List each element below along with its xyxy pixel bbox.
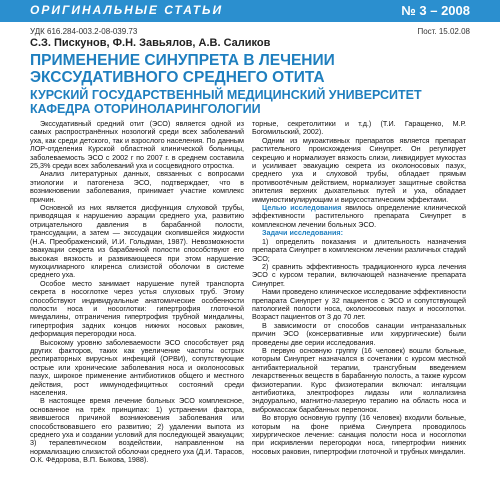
right-column bbox=[252, 120, 466, 500]
goal-label: Целью исследования bbox=[262, 203, 342, 213]
affiliation: КУРСКИЙ ГОСУДАРСТВЕННЫЙ МЕДИЦИНСКИЙ УНИВЕРСИТЕТ КАФЕДРА ОТОРИНОЛАРИНГОЛОГИИ bbox=[30, 88, 422, 116]
task-item: 1) определить показания и длительность назначения препарата Синупрет в комплексном лечении различных стадий ЭСО; bbox=[252, 236, 466, 263]
header-bar bbox=[0, 0, 500, 22]
paragraph: Высокому уровню заболеваемости ЭСО способствует ряд других факторов, таких как увеличение частоты острых респираторных вирусных инфекций (ОРВИ), сопутствующие острые или хронические заболевания носа и околоносовых пазух, широкое применение антибиотиков общего и местного действия, рост иммунодефицитных состояний среди населения. bbox=[30, 337, 244, 397]
paragraph: Экссудативный средний отит (ЭСО) является одной из самых распространённых нозологий среди всех заболеваний уха, как среди детского, так и взрослого населения. По данным ЛОР-отделения Курской областной клинической больницы, заболеваемость ЭСО с 2002 г по 2007 г. в среднем составила 25,3% среди всех заболеваний уха и сосцевидного отростка. bbox=[30, 120, 244, 171]
issue-number: № 3 – 2008 bbox=[401, 3, 470, 18]
rubric-title: ОРИГИНАЛЬНЫЕ СТАТЬИ bbox=[30, 3, 224, 17]
paragraph: Особое место занимает нарушение путей транспорта секрета в носоглотке через устья слуховых труб. Этому способствуют индивидуальные анатомические особенности полости носа и носоглотки: гипертрофия глоточной миндалины, отграничения гипертрофия трубной миндалины, гипертрофия задних концов нижних носовых раковин, деформация перегородки носа. bbox=[30, 278, 244, 339]
udc-code: УДК 616.284-003.2-08-039.73 bbox=[30, 27, 138, 36]
tasks-heading: Задачи исследования: bbox=[262, 228, 343, 238]
paragraph: В зависимости от способов санации интраназальных причин ЭСО (консервативные или хирургические) были проведены две серии исследования. bbox=[252, 320, 466, 347]
paragraph: Во вторую основную группу (16 человек) входили больные, которым на фоне приёма Синупрета проводилось хирургическое лечение: санация полости носа и носоглотки при искривлении перегородки носа, гипертрофии нижних носовых раковин, гипертрофии глоточной и трубных миндалин. bbox=[252, 413, 466, 456]
meta-row bbox=[30, 27, 470, 36]
goal-text: явилось определение клинической эффективности растительного препарата Синупрет в комплексном лечении больных ЭСО. bbox=[252, 203, 466, 229]
paragraph: Одним из мукоактивных препаратов является препарат растительного происхождения Синупрет. Он регулирует секрецию и нормализует вязкость слизи, ликвидирует мукостаз и усиливает эвакуацию секрета из околоносовых пазух, среднего уха и слуховой трубы, обладает прямым противоотёчным действием, нормализует защитные свойства эпителия верхних дыхательных путей и уха, обладает иммуностимулирующим и вирусостатическим эффектами. bbox=[252, 135, 466, 204]
task-item: 2) сравнить эффективность традиционного курса лечения ЭСО с курсом терапии, включающей назначение препарата Синупрет. bbox=[252, 261, 466, 288]
paragraph: Нами проведено клиническое исследование эффективности препарата Синупрет у 32 пациентов с ЭСО и сопутствующей патологией полости носа, околоносовых пазух и носоглотки. Возраст пациентов от 3 до 70 лет. bbox=[252, 287, 466, 322]
left-column bbox=[30, 120, 244, 500]
received-date: Пост. 15.02.08 bbox=[417, 27, 470, 36]
paragraph: В первую основную группу (16 человек) вошли больные, которым Синупрет назначался в сочетании с курсом местной антибактериальной терапии, трансгубным введением лекарственных веществ в барабанную полость, а также курсом физиотерапии. Курс физиотерапии включал: ингаляции антибиотика, электрофорез лидазы или коллализина эндоурально, магнитно-лазерную терапию на область носа и вибромассаж барабанных перепонок. bbox=[252, 345, 466, 414]
paragraph: Основной из них является дисфункция слуховой трубы, приводящая к нарушению аэрации среднего уха, развитию отрицательного давления в барабанной полости, транссудации, а затем — экссудации скопившейся жидкости (Н.А. Преображенский, И.И. Гольдман, 1987). Невозможности эвакуации секрета из барабанной полости способствуют его высокая вязкость и развивающееся при этом нарушение мукоцилиарного клиренса слизистой оболочки в системе среднего уха. bbox=[30, 203, 244, 280]
authors: С.З. Пискунов, Ф.Н. Завьялов, А.В. Саликов bbox=[30, 37, 271, 49]
paragraph: торные, секретолитики и т.д.) (Т.И. Гаращенко, М.Р. Богомильский, 2002). bbox=[252, 120, 466, 137]
goal-paragraph bbox=[252, 204, 466, 229]
paragraph: Анализ литературных данных, связанных с вопросами этиологии и патогенеза ЭСО, подтверждает, что в возникновении заболевания, принимает участие комплекс причин. bbox=[30, 169, 244, 204]
paragraph: В настоящее время лечение больных ЭСО комплексное, основанное на трёх принципах: 1) устранении фактора, явившегося причиной возникновения заболевания или способствовавшего его развитию; 2) удалении выпота из среднего уха и создании условий для последующей эвакуации; 3) терапевтическом воздействии, направленном на нормализацию слизистой оболочки среднего уха (Д.И. Тарасов, О.К. Фёдорова, В.П. Быкова, 1988). bbox=[30, 396, 244, 465]
article-title: ПРИМЕНЕНИЕ СИНУПРЕТА В ЛЕЧЕНИИ ЭКССУДАТИВНОГО СРЕДНЕГО ОТИТА bbox=[30, 52, 335, 86]
